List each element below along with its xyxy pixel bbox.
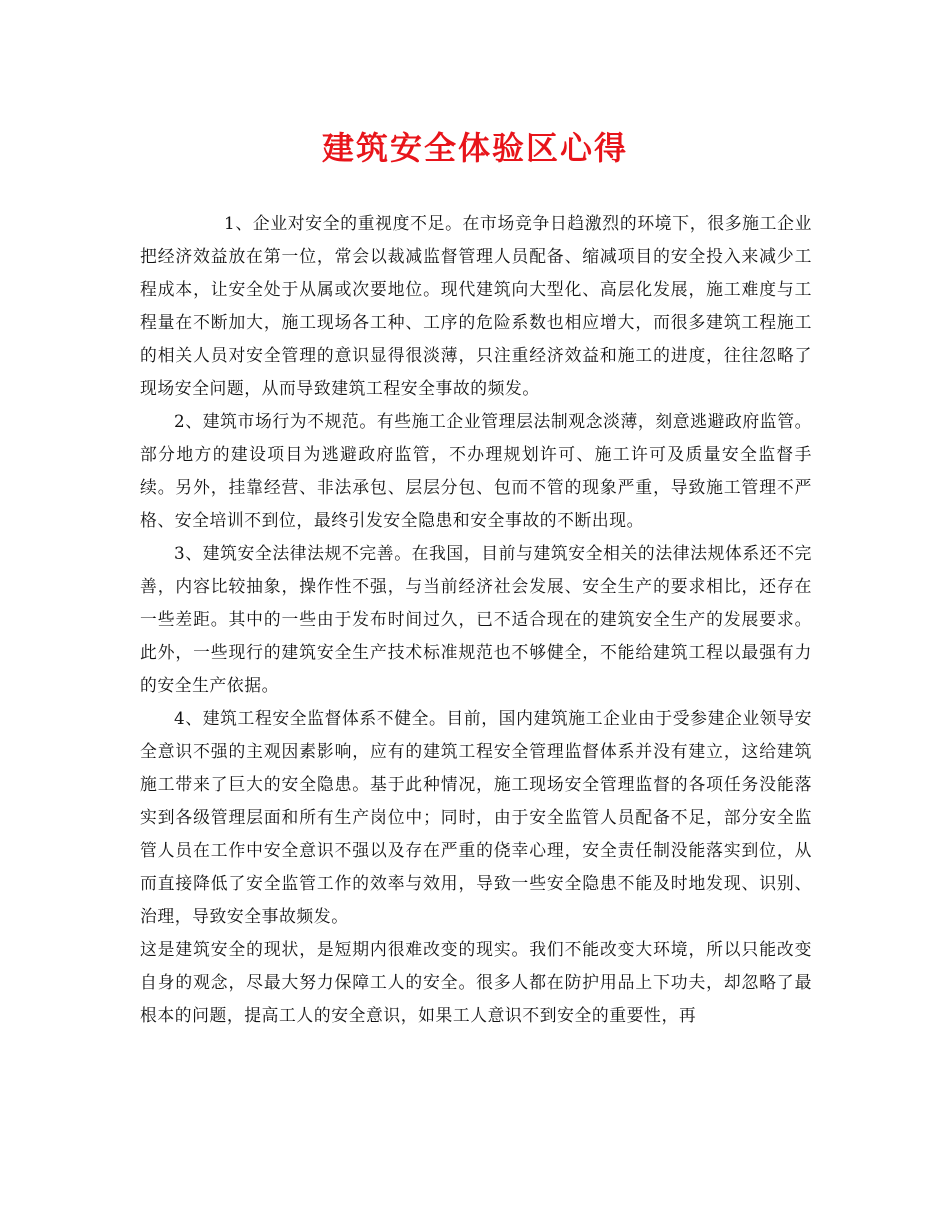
document-title: 建筑安全体验区心得 bbox=[321, 129, 628, 167]
paragraph-2: 2、建筑市场行为不规范。有些施工企业管理层法制观念淡薄，刻意逃避政府监管。部分地方的建设项目为逃避政府监管，不办理规划许可、施工许可及质量安全监督手续。另外，挂靠经营、非法承包、层层分包、包而不管的现象严重，导致施工管理不严格、安全培训不到位，最终引发安全隐患和安全事故的不断出现。 bbox=[140, 411, 812, 530]
paragraph-1: 1、企业对安全的重视度不足。在市场竞争日趋激烈的环境下，很多施工企业把经济效益放在第一位，常会以裁减监督管理人员配备、缩减项目的安全投入来减少工程成本，让安全处于从属或次要地位。现代建筑向大型化、高层化发展，施工难度与工程量在不断加大，施工现场各工种、工序的危险系数也相应增大，而很多建筑工程施工的相关人员对安全管理的意识显得很淡薄，只注重经济效益和施工的进度，往往忽略了现场安全问题，从而导致建筑工程安全事故的频发。 bbox=[140, 213, 812, 398]
document-body bbox=[140, 207, 812, 1032]
paragraph-3: 3、建筑安全法律法规不完善。在我国，目前与建筑安全相关的法律法规体系还不完善，内容比较抽象，操作性不强，与当前经济社会发展、安全生产的要求相比，还存在一些差距。其中的一些由于发布时间过久，已不适合现在的建筑安全生产的发展要求。此外，一些现行的建筑安全生产技术标准规范也不够健全，不能给建筑工程以最强有力的安全生产依据。 bbox=[140, 543, 812, 695]
paragraph-4: 4、建筑工程安全监督体系不健全。目前，国内建筑施工企业由于受参建企业领导安全意识不强的主观因素影响，应有的建筑工程安全管理监督体系并没有建立，这给建筑施工带来了巨大的安全隐患。基于此种情况，施工现场安全管理监督的各项任务没能落实到各级管理层面和所有生产岗位中；同时，由于安全监管人员配备不足，部分安全监管人员在工作中安全意识不强以及存在严重的侥幸心理，安全责任制没能落实到位，从而直接降低了安全监管工作的效率与效用，导致一些安全隐患不能及时地发现、识别、治理，导致安全事故频发。 bbox=[140, 708, 812, 926]
paragraph-5: 这是建筑安全的现状，是短期内很难改变的现实。我们不能改变大环境，所以只能改变自身的观念，尽最大努力保障工人的安全。很多人都在防护用品上下功夫，却忽略了最根本的问题，提高工人的安全意识，如果工人意识不到安全的重要性，再 bbox=[140, 939, 812, 1025]
